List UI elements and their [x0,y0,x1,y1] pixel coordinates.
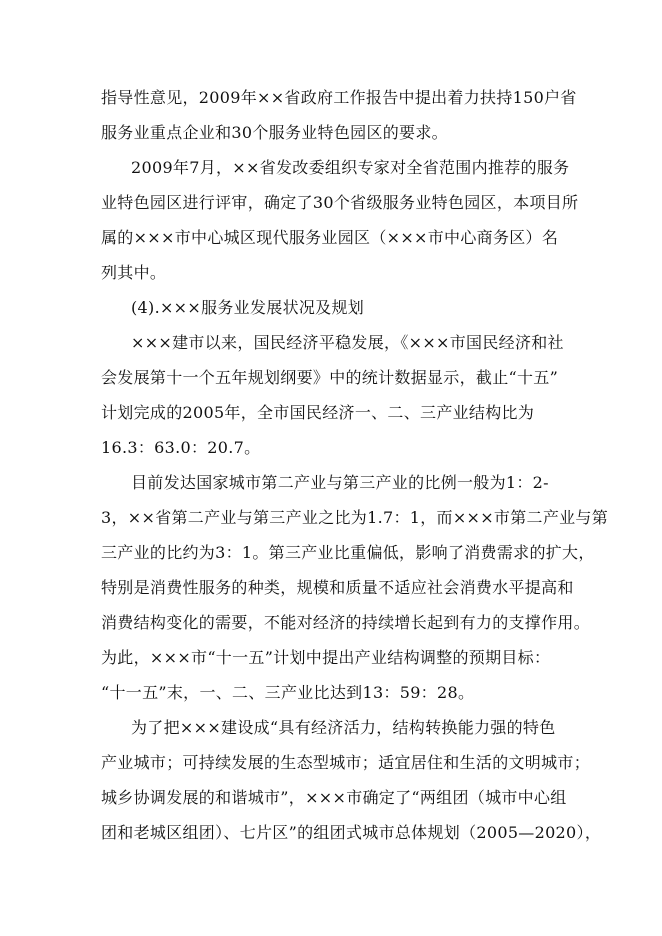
text-line: 业特色园区进行评审，确定了30个省级服务业特色园区，本项目所 [101,193,579,212]
text-line: 产业城市；可持续发展的生态型城市；适宜居住和生活的文明城市； [101,753,591,772]
text-line: 属的×××市中心城区现代服务业园区（×××市中心商务区）名 [101,228,559,247]
text-line: 计划完成的2005年，全市国民经济一、二、三产业结构比为 [101,403,535,422]
text-line: 服务业重点企业和30个服务业特色园区的要求。 [101,123,448,142]
text-line: 为此，×××市“十一五”计划中提出产业结构调整的预期目标： [101,648,551,667]
text-line: ×××建市以来，国民经济平稳发展，《×××市国民经济和社 [131,333,564,352]
text-line: 目前发达国家城市第二产业与第三产业的比例一般为1：2- [131,473,549,492]
section-heading: (4).×××服务业发展状况及规划 [131,298,365,317]
text-line: 会发展第十一个五年规划纲要》中的统计数据显示，截止“十五” [101,368,559,387]
text-line: 城乡协调发展的和谐城市”，×××市确定了“两组团（城市中心组 [101,788,567,807]
text-line: 特别是消费性服务的种类，规模和质量不适应社会消费水平提高和 [101,578,574,597]
text-line: 团和老城区组团）、七片区”的组团式城市总体规划（2005—2020）， [101,823,602,842]
text-line: 16.3：63.0：20.7。 [101,438,261,457]
text-line: 指导性意见，2009年××省政府工作报告中提出着力扶持150户省 [101,88,577,107]
text-line: 为了把×××建设成“具有经济活力，结构转换能力强的特色 [131,718,556,737]
text-line: 消费结构变化的需要，不能对经济的持续增长起到有力的支撑作用。 [101,613,591,632]
text-line: 列其中。 [101,263,167,282]
text-line: 三产业的比约为3：1。第三产业比重偏低，影响了消费需求的扩大， [101,543,595,562]
text-line: “十一五”末，一、二、三产业比达到13：59：28。 [101,683,475,702]
text-line: 3，××省第二产业与第三产业之比为1.7：1，而×××市第二产业与第 [101,508,609,527]
text-line: 2009年7月，××省发改委组织专家对全省范围内推荐的服务 [131,158,570,177]
